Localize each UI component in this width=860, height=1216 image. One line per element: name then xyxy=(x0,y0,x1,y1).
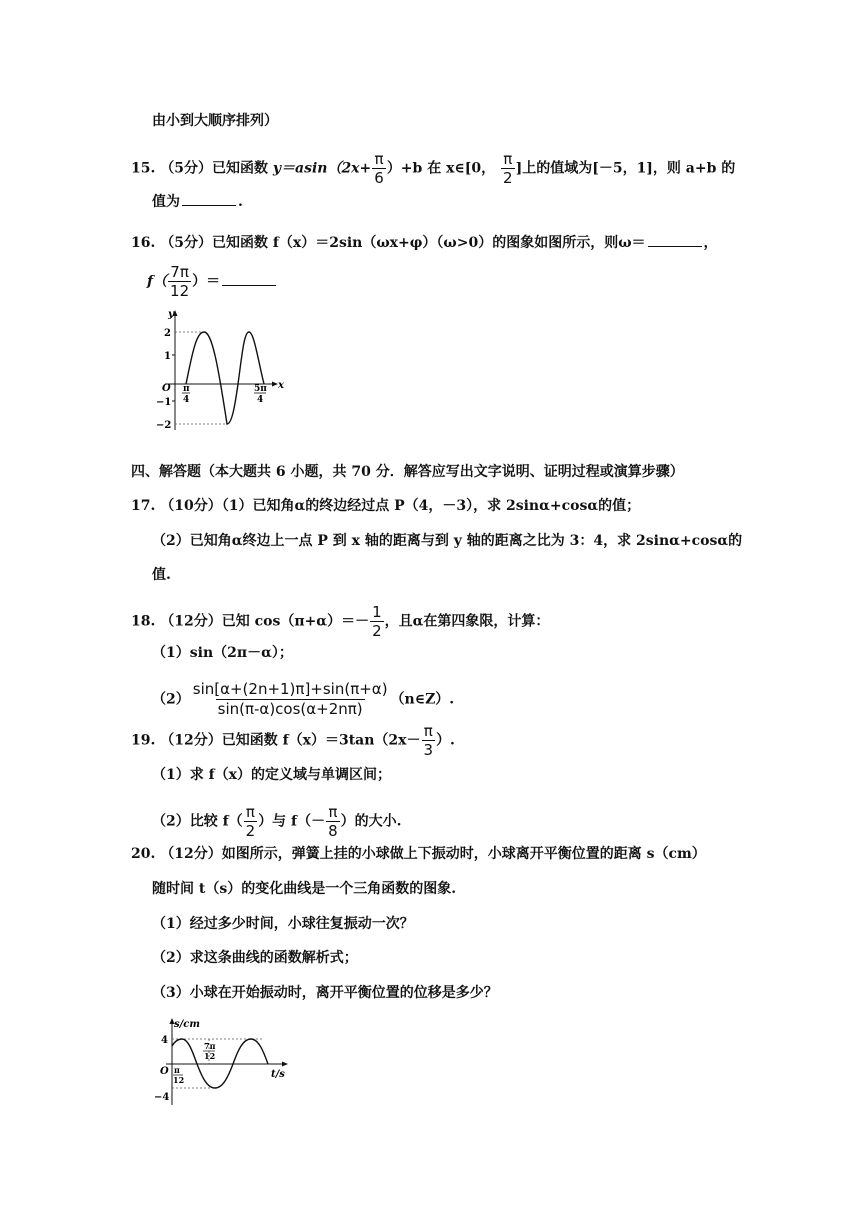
pi-over-2-fraction: $\frac{\pi}{2}$ xyxy=(245,803,256,840)
x-tick-7pi: 7π xyxy=(204,1041,216,1051)
question-15-lead: （5分）已知函数 xyxy=(160,160,268,177)
x-tick-4: 4 xyxy=(183,395,190,405)
sine-curve xyxy=(186,332,264,424)
question-17-number: 17. xyxy=(131,498,156,514)
answer-blank xyxy=(182,191,236,206)
continued-text: 由小到大顺序排列） xyxy=(152,113,278,129)
pi-over-6-fraction: $\frac{\pi}{6}$ xyxy=(374,150,384,187)
question-20-part3: （3）小球在开始振动时，离开平衡位置的位移是多少？ xyxy=(152,985,498,1001)
y-tick-neg1: −1 xyxy=(156,397,172,408)
question-19-part2: （2）比较 f（ $\frac{\pi}{2}$ ）与 f（－ $\frac{\pi}{8}$ ）的大小. xyxy=(152,803,402,840)
y-tick-4: 4 xyxy=(161,1035,168,1046)
question-20-graph xyxy=(150,1015,295,1110)
one-half-fraction: $\frac{1}{2}$ xyxy=(372,603,382,640)
question-20-number: 20. xyxy=(131,846,156,862)
x-axis-label: t/s xyxy=(271,1069,285,1080)
pi-over-8-fraction: $\frac{\pi}{8}$ xyxy=(328,803,338,840)
y-tick-neg2: −2 xyxy=(156,420,172,431)
x-tick-pi: π xyxy=(183,384,190,394)
y-tick-neg4: −4 xyxy=(154,1092,170,1103)
pi-over-3-fraction: $\frac{\pi}{3}$ xyxy=(423,722,434,759)
x-tick-5pi: 5π xyxy=(254,384,267,394)
question-20-part1: （1）经过多少时间，小球往复振动一次？ xyxy=(152,916,414,932)
y-tick-1: 1 xyxy=(164,351,171,362)
question-16-line2: f（ $\frac{7\pi}{12}$ ）＝ xyxy=(147,263,278,300)
y-tick-2: 2 xyxy=(164,328,171,339)
question-16-graph xyxy=(140,305,290,440)
origin-label: O xyxy=(160,1066,169,1077)
question-15-domain: ）+b 在 x∈[0， xyxy=(386,160,496,177)
pi-over-2-fraction: $\frac{\pi}{2}$ xyxy=(503,150,513,187)
answer-blank xyxy=(648,232,702,247)
x-axis-arrow xyxy=(282,1062,288,1067)
question-18-part2: （2） $\frac{\sin[\alpha+(2n+1)\pi]+\sin(\pi+\alpha)}{\sin(\pi-\alpha)\cos(\alpha+2n\pi)}$ （n∈Z）. xyxy=(152,680,455,718)
question-15-range: ]上的值域为[－5，1]，则 a+b 的 xyxy=(515,160,736,177)
y-axis-label: s/cm xyxy=(174,1019,200,1030)
x-axis-label: x xyxy=(278,380,284,391)
question-18-part1: （1）sin（2π－α）； xyxy=(152,645,293,661)
x-tick-4b: 4 xyxy=(257,395,264,405)
x-tick-12b: 12 xyxy=(204,1051,216,1061)
question-20-line1: 20. （12分）如图所示，弹簧上挂的小球做上下振动时，小球离开平衡位置的距离 s（cm） xyxy=(131,846,706,862)
question-15-number: 15. xyxy=(131,160,156,177)
question-20-part2: （2）求这条曲线的函数解析式； xyxy=(152,950,358,966)
y-axis-label: y xyxy=(168,309,174,320)
question-18-number: 18. xyxy=(131,613,156,630)
question-16-text: （5分）已知函数 f（x）＝2sin（ωx+φ）（ω>0）的图象如图所示，则ω＝ xyxy=(160,235,646,251)
question-16-line1: 16. （5分）已知函数 f（x）＝2sin（ωx+φ）（ω>0）的图象如图所示，则ω＝ ， xyxy=(131,232,718,253)
x-tick-pi: π xyxy=(174,1065,180,1075)
question-19-line1: 19. （12分）已知函数 f（x）＝3tan（2x－ $\frac{\pi}{3}$ ）. xyxy=(131,722,455,759)
question-15-function: y＝asin（2x+ xyxy=(272,160,372,177)
section-4-heading: 四、解答题（本大题共 6 小题，共 70 分．解答应写出文字说明、证明过程或演算步骤） xyxy=(131,464,684,480)
question-17-line1: 17. （10分）（1）已知角α的终边经过点 P（4，－3），求 2sinα+cosα的值； xyxy=(131,498,641,514)
question-15-line1 xyxy=(131,150,735,187)
answer-blank xyxy=(222,271,276,286)
seven-pi-over-12-fraction: $\frac{7\pi}{12}$ xyxy=(170,263,190,300)
question-17-line2: （2）已知角α终边上一点 P 到 x 轴的距离与到 y 轴的距离之比为 3：4，求 2sinα+cosα的 xyxy=(152,533,743,549)
question-17-line3: 值. xyxy=(152,567,171,583)
question-20-line2: 随时间 t（s）的变化曲线是一个三角函数的图象. xyxy=(152,881,457,897)
question-16-number: 16. xyxy=(131,235,156,251)
question-19-number: 19. xyxy=(131,732,156,749)
question-15-line2: 值为 . xyxy=(152,191,243,212)
origin-label: O xyxy=(162,383,171,394)
trig-expression-fraction: $\frac{\sin[\alpha+(2n+1)\pi]+\sin(\pi+\alpha)}{\sin(\pi-\alpha)\cos(\alpha+2n\pi)}$ xyxy=(192,680,388,718)
x-tick-12: 12 xyxy=(173,1075,185,1085)
question-18-line1: 18. （12分）已知 cos（π+α）＝－ $\frac{1}{2}$ ，且α在第四象限，计算： xyxy=(131,603,550,640)
question-19-part1: （1）求 f（x）的定义域与单调区间； xyxy=(152,767,391,783)
